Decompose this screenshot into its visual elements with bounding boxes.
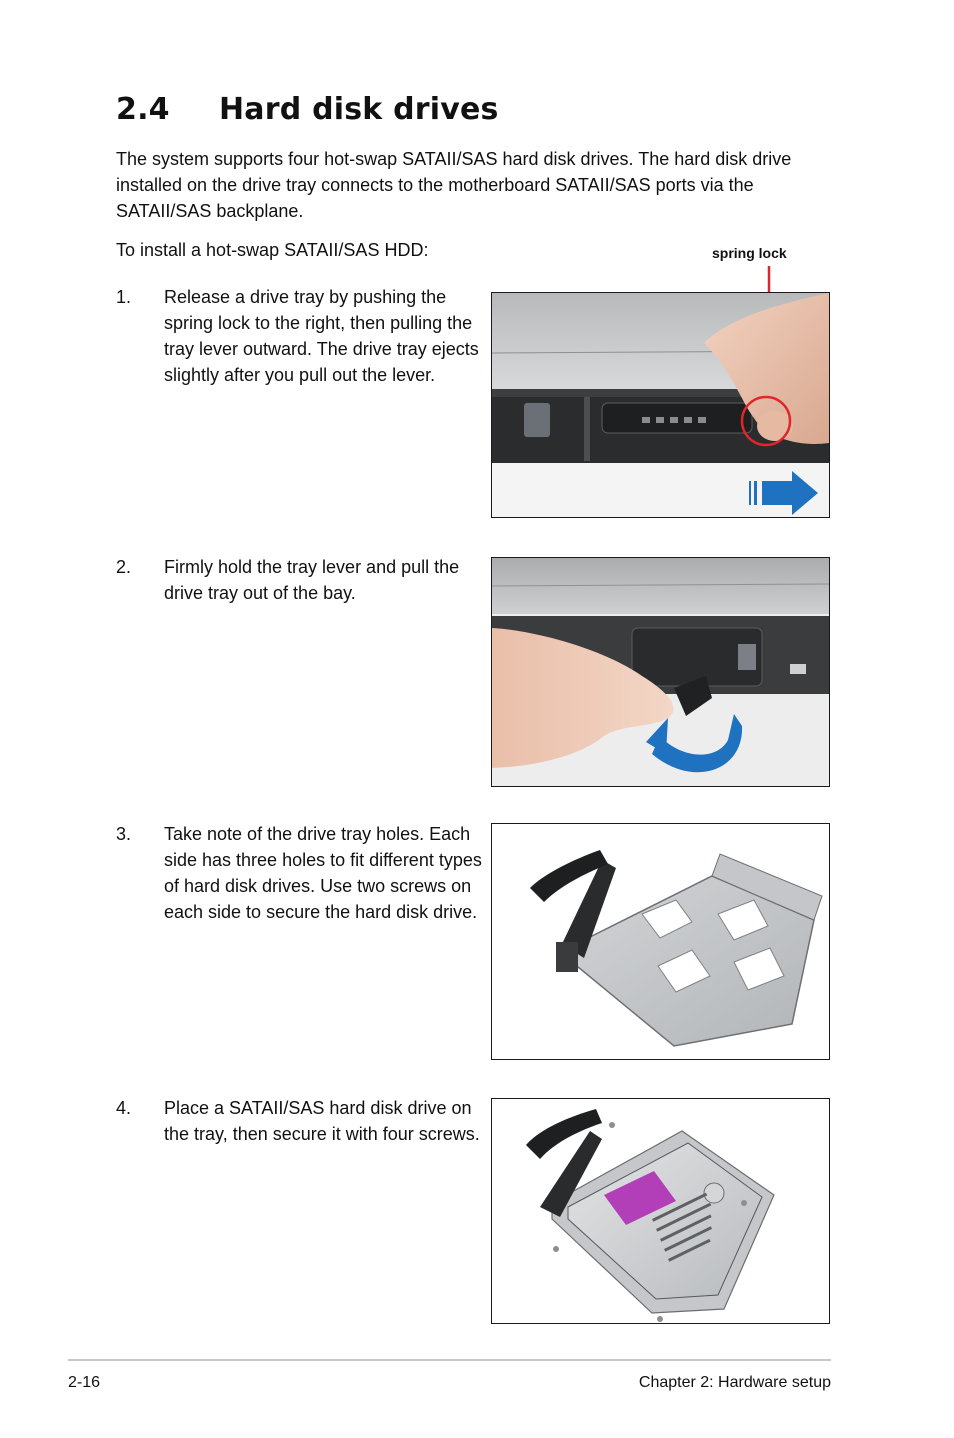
intro-paragraph: The system supports four hot-swap SATAII/SAS hard disk drives. The hard disk drive installed on the drive tray connects to the motherboard SATAII/SAS ports via the SATAII/SAS backplane. — [116, 149, 792, 221]
step-text: Firmly hold the tray lever and pull the drive tray out of the bay. — [164, 557, 460, 603]
step-text: Take note of the drive tray holes. Each side has three holes to fit different types of hard disk drives. Use two screws on each side to secure the hard disk drive. — [164, 824, 482, 922]
pull-tray-illustration — [492, 558, 829, 786]
footer-rule — [68, 1359, 831, 1361]
hdd-on-tray-illustration — [492, 1099, 829, 1323]
step-number: 4. — [116, 1098, 132, 1118]
lead-in-text: To install a hot-swap SATAII/SAS HDD: — [116, 240, 429, 260]
section-heading — [116, 92, 499, 127]
section-number: 2.4 — [116, 92, 170, 127]
step-number: 3. — [116, 824, 132, 844]
step-text: Place a SATAII/SAS hard disk drive on the tray, then secure it with four screws. — [164, 1098, 480, 1144]
photo-drive-tray-holes — [491, 823, 830, 1060]
section-title: Hard disk drives — [219, 92, 499, 127]
photo-pull-drive-tray — [491, 557, 830, 787]
spring-lock-callout-label: spring lock — [712, 245, 787, 261]
empty-tray-illustration — [492, 824, 829, 1059]
page-number: 2-16 — [68, 1374, 101, 1391]
step-number: 2. — [116, 557, 132, 577]
release-tray-illustration — [492, 293, 829, 517]
photo-release-drive-tray — [491, 292, 830, 518]
step-text: Release a drive tray by pushing the spring lock to the right, then pulling the tray lever outward. The drive tray ejects slightly after you pull out the lever. — [164, 287, 479, 385]
photo-hdd-on-tray — [491, 1098, 830, 1324]
step-number: 1. — [116, 287, 132, 307]
chapter-label: Chapter 2: Hardware setup — [638, 1374, 831, 1391]
